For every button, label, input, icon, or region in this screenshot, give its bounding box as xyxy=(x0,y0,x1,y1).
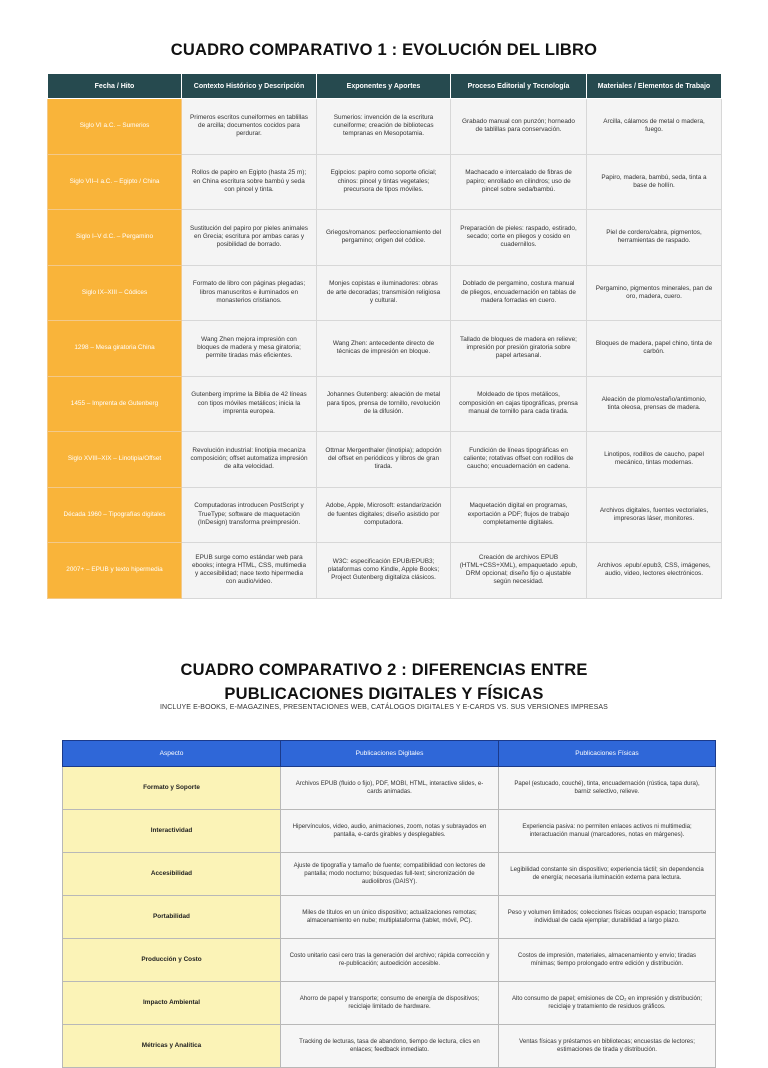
table-row xyxy=(48,543,722,599)
cell-digitales: Miles de títulos en un único dispositivo; actualizaciones remotas; almacenamiento en nube; multiplataforma (tablet, móvil, PC). xyxy=(281,896,499,939)
cell-proceso: Creación de archivos EPUB (HTML+CSS+XML), empaquetado .epub, DRM opcional; diseño fijo o ajustable según necesidad. xyxy=(451,543,587,599)
cell-fisicas: Alto consumo de papel; emisiones de CO₂ en impresión y distribución; reciclaje y tratamiento de residuos gráficos. xyxy=(499,982,716,1025)
cell-materiales: Linotipos, rodillos de caucho, papel mecánico, tintas modernas. xyxy=(587,432,722,488)
table1-header-row xyxy=(48,74,722,99)
cell-digitales: Costo unitario casi cero tras la generación del archivo; rápida corrección y re-publicación; autoedición accesible. xyxy=(281,939,499,982)
differences-table xyxy=(62,740,716,1068)
cell-proceso: Preparación de pieles: raspado, estirado, secado; corte en pliegos y cosido en cuadernillos. xyxy=(451,210,587,266)
table-row xyxy=(48,99,722,155)
cell-contexto: Formato de libro con páginas plegadas; libros manuscritos e iluminados en monasterios cristianos. xyxy=(182,265,317,321)
cell-materiales: Archivos .epub/.epub3, CSS, imágenes, audio, video, lectores electrónicos. xyxy=(587,543,722,599)
header-fisicas: Publicaciones Físicas xyxy=(499,741,716,767)
table-row xyxy=(48,154,722,210)
cell-fisicas: Ventas físicas y préstamos en bibliotecas; encuestas de lectores; estimaciones de tirada y distribución. xyxy=(499,1025,716,1068)
cell-proceso: Doblado de pergamino, costura manual de pliegos, encuadernación en tablas de madera forradas en cuero. xyxy=(451,265,587,321)
cell-materiales: Bloques de madera, papel chino, tinta de carbón. xyxy=(587,321,722,377)
header-materiales: Materiales / Elementos de Trabajo xyxy=(587,74,722,99)
cell-digitales: Ahorro de papel y transporte; consumo de energía de dispositivos; reciclaje limitado de hardware. xyxy=(281,982,499,1025)
cell-exponentes: Wang Zhen: antecedente directo de técnicas de impresión en bloque. xyxy=(317,321,451,377)
evolution-table xyxy=(47,73,722,599)
cell-contexto: Computadoras introducen PostScript y TrueType; software de maquetación (InDesign) transforma preimpresión. xyxy=(182,487,317,543)
cell-aspecto: Interactividad xyxy=(63,810,281,853)
table-row xyxy=(63,982,716,1025)
cell-exponentes: Griegos/romanos: perfeccionamiento del pergamino; origen del códice. xyxy=(317,210,451,266)
table-row xyxy=(63,767,716,810)
header-contexto: Contexto Histórico y Descripción xyxy=(182,74,317,99)
header-proceso: Proceso Editorial y Tecnología xyxy=(451,74,587,99)
cell-fisicas: Costos de impresión, materiales, almacenamiento y envío; tiradas mínimas; tiempo prolongado entre edición y distribución. xyxy=(499,939,716,982)
cell-fisicas: Experiencia pasiva: no permiten enlaces activos ni multimedia; interactuación manual (marcadores, notas en márgenes). xyxy=(499,810,716,853)
cell-proceso: Tallado de bloques de madera en relieve; impresión por presión giratoria sobre papel artesanal. xyxy=(451,321,587,377)
cell-digitales: Hipervínculos, video, audio, animaciones, zoom, notas y subrayados en pantalla, e-cards girables y desplegables. xyxy=(281,810,499,853)
header-fecha: Fecha / Hito xyxy=(48,74,182,99)
cell-aspecto: Impacto Ambiental xyxy=(63,982,281,1025)
cell-proceso: Moldeado de tipos metálicos, composición en cajas tipográficas, prensa manual de tornillo para cada tirada. xyxy=(451,376,587,432)
table-row xyxy=(63,939,716,982)
cell-proceso: Grabado manual con punzón; horneado de tablillas para conservación. xyxy=(451,99,587,155)
table-row xyxy=(48,432,722,488)
cell-fisicas: Papel (estucado, couché), tinta, encuadernación (rústica, tapa dura), barniz selectivo, relieve. xyxy=(499,767,716,810)
cell-fecha: Siglo VII–I a.C. – Egipto / China xyxy=(48,154,182,210)
cell-contexto: Rollos de papiro en Egipto (hasta 25 m); en China escritura sobre bambú y seda con pincel y tinta. xyxy=(182,154,317,210)
cell-fecha: 1298 – Mesa giratoria China xyxy=(48,321,182,377)
cell-digitales: Archivos EPUB (fluido o fijo), PDF, MOBI, HTML, interactive slides, e-cards animadas. xyxy=(281,767,499,810)
cell-exponentes: Egipcios: papiro como soporte oficial; chinos: pincel y tintas vegetales; precursora de tipos móviles. xyxy=(317,154,451,210)
table-row xyxy=(48,265,722,321)
cell-fecha: Década 1960 – Tipografías digitales xyxy=(48,487,182,543)
table-row xyxy=(63,810,716,853)
cell-aspecto: Accesibilidad xyxy=(63,853,281,896)
cell-proceso: Maquetación digital en programas, exportación a PDF; flujos de trabajo completamente digitales. xyxy=(451,487,587,543)
cell-materiales: Papiro, madera, bambú, seda, tinta a base de hollín. xyxy=(587,154,722,210)
cell-exponentes: Sumerios: invención de la escritura cuneiforme; creación de bibliotecas tempranas en Mesopotamia. xyxy=(317,99,451,155)
table-row xyxy=(63,853,716,896)
table1-title: CUADRO COMPARATIVO 1 : EVOLUCIÓN DEL LIBRO xyxy=(170,41,598,59)
table2-subtitle: INCLUYE E-BOOKS, E-MAGAZINES, PRESENTACIONES WEB, CATÁLOGOS DIGITALES Y E-CARDS VS. SUS VERSIONES IMPRESAS xyxy=(160,704,608,711)
cell-aspecto: Formato y Soporte xyxy=(63,767,281,810)
cell-aspecto: Portabilidad xyxy=(63,896,281,939)
cell-materiales: Aleación de plomo/estaño/antimonio, tinta oleosa, prensas de madera. xyxy=(587,376,722,432)
cell-materiales: Pergamino, pigmentos minerales, pan de oro, madera, cuero. xyxy=(587,265,722,321)
cell-fecha: Siglo VI a.C. – Sumerios xyxy=(48,99,182,155)
cell-fecha: Siglo I–V d.C. – Pergamino xyxy=(48,210,182,266)
cell-materiales: Piel de cordero/cabra, pigmentos, herramientas de raspado. xyxy=(587,210,722,266)
table2-title-line2: PUBLICACIONES DIGITALES Y FÍSICAS xyxy=(224,685,544,703)
cell-materiales: Archivos digitales, fuentes vectoriales, impresoras láser, monitores. xyxy=(587,487,722,543)
cell-fecha: Siglo XVIII–XIX – Linotipia/Offset xyxy=(48,432,182,488)
cell-aspecto: Métricas y Analítica xyxy=(63,1025,281,1068)
cell-digitales: Ajuste de tipografía y tamaño de fuente; compatibilidad con lectores de pantalla; modo nocturno; búsquedas full-text; sincronización de audiolibros (DAISY). xyxy=(281,853,499,896)
cell-contexto: EPUB surge como estándar web para ebooks; integra HTML, CSS, multimedia y accesibilidad; nace texto hipermedia con audio/video. xyxy=(182,543,317,599)
table2-header-row xyxy=(63,741,716,767)
cell-contexto: Sustitución del papiro por pieles animales en Grecia; escritura por ambas caras y posibilidad de borrado. xyxy=(182,210,317,266)
cell-proceso: Machacado e intercalado de fibras de papiro; enrollado en cilindros; uso de pincel sobre seda/bambú. xyxy=(451,154,587,210)
cell-fecha: 1455 – Imprenta de Gutenberg xyxy=(48,376,182,432)
table-row xyxy=(63,1025,716,1068)
cell-exponentes: Johannes Gutenberg: aleación de metal para tipos, prensa de tornillo, revolución de la difusión. xyxy=(317,376,451,432)
cell-contexto: Primeros escritos cuneiformes en tablillas de arcilla; documentos cocidos para perdurar. xyxy=(182,99,317,155)
cell-aspecto: Producción y Costo xyxy=(63,939,281,982)
header-exponentes: Exponentes y Aportes xyxy=(317,74,451,99)
header-aspecto: Aspecto xyxy=(63,741,281,767)
table2-title xyxy=(0,658,768,706)
table-row xyxy=(48,487,722,543)
cell-materiales: Arcilla, cálamos de metal o madera, fuego. xyxy=(587,99,722,155)
cell-fecha: 2007+ – EPUB y texto hipermedia xyxy=(48,543,182,599)
cell-digitales: Tracking de lecturas, tasa de abandono, tiempo de lectura, clics en enlaces; feedback inmediato. xyxy=(281,1025,499,1068)
cell-contexto: Gutenberg imprime la Biblia de 42 líneas con tipos móviles metálicos; inicia la imprenta europea. xyxy=(182,376,317,432)
cell-proceso: Fundición de líneas tipográficas en caliente; rotativas offset con rodillos de caucho; encuadernación en cadena. xyxy=(451,432,587,488)
cell-contexto: Wang Zhen mejora impresión con bloques de madera y mesa giratoria; permite tiradas más eficientes. xyxy=(182,321,317,377)
cell-exponentes: Ottmar Mergenthaler (linotipia); adopción del offset en periódicos y libros de gran tirada. xyxy=(317,432,451,488)
cell-fecha: Siglo IX–XIII – Códices xyxy=(48,265,182,321)
table-row xyxy=(48,321,722,377)
header-digitales: Publicaciones Digitales xyxy=(281,741,499,767)
table2-title-line1: CUADRO COMPARATIVO 2 : DIFERENCIAS ENTRE xyxy=(180,661,588,679)
cell-exponentes: Adobe, Apple, Microsoft: estandarización de fuentes digitales; diseño asistido por computadora. xyxy=(317,487,451,543)
cell-exponentes: Monjes copistas e iluminadores: obras de arte decoradas; transmisión religiosa y cultural. xyxy=(317,265,451,321)
cell-fisicas: Peso y volumen limitados; colecciones físicas ocupan espacio; transporte individual de cada ejemplar; durabilidad a largo plazo. xyxy=(499,896,716,939)
table-row xyxy=(48,376,722,432)
cell-fisicas: Legibilidad constante sin dispositivo; experiencia táctil; sin dependencia de energía; necesaria iluminación externa para lectura. xyxy=(499,853,716,896)
table-row xyxy=(48,210,722,266)
cell-exponentes: W3C: especificación EPUB/EPUB3; plataformas como Kindle, Apple Books; Project Gutenberg digitaliza clásicos. xyxy=(317,543,451,599)
table-row xyxy=(63,896,716,939)
cell-contexto: Revolución industrial: linotipia mecaniza composición; offset automatiza impresión de alta velocidad. xyxy=(182,432,317,488)
